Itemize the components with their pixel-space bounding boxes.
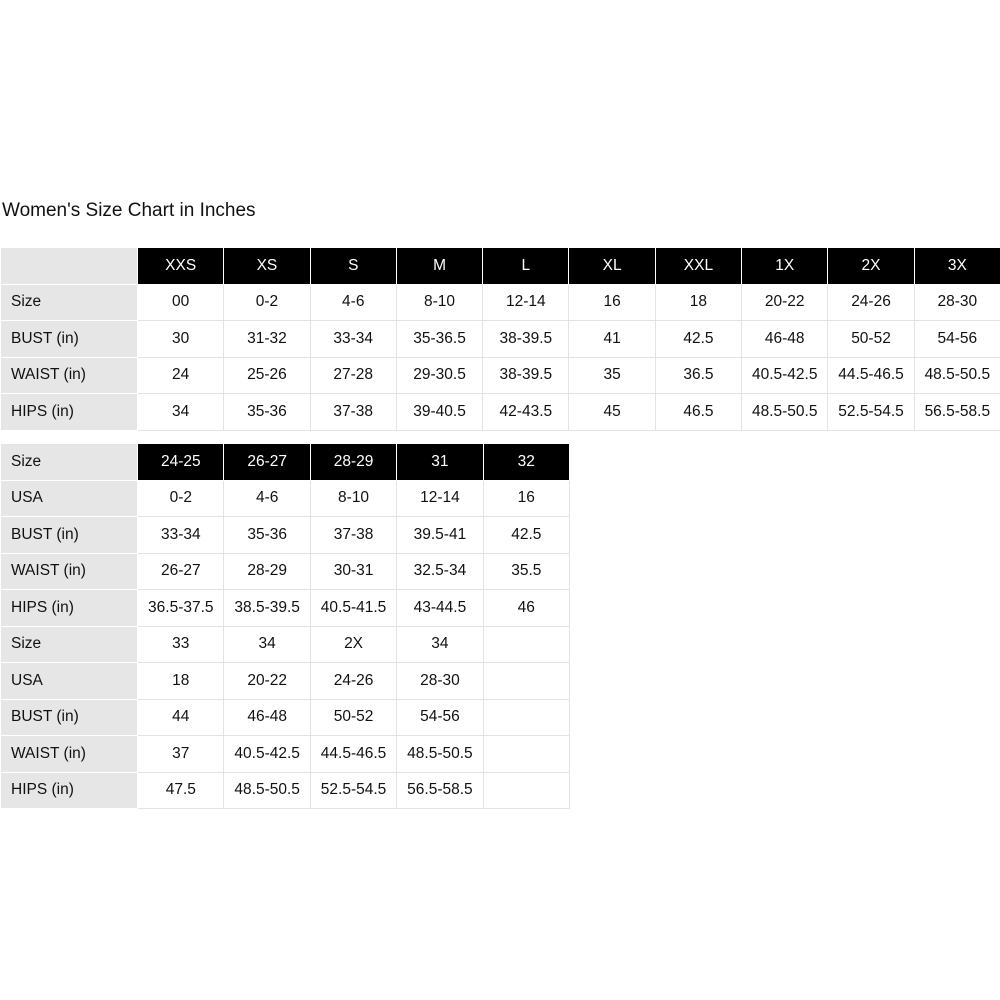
size-header-cell: L — [483, 248, 569, 285]
size-header-cell: 26-27 — [224, 444, 310, 481]
table-cell: 26-27 — [138, 553, 224, 590]
table-cell: 2X — [310, 626, 396, 663]
table-row — [1, 626, 570, 663]
table-cell: 35-36.5 — [396, 321, 482, 358]
table-cell: 38-39.5 — [483, 321, 569, 358]
row-label-cell: BUST (in) — [1, 699, 138, 736]
table-cell — [483, 663, 569, 700]
table-cell: 35-36 — [224, 517, 310, 554]
table-row — [1, 772, 570, 809]
table-row — [1, 590, 570, 627]
size-header-cell: S — [310, 248, 396, 285]
table-row — [1, 394, 1000, 431]
table-cell: 54-56 — [914, 321, 1000, 358]
size-header-cell: 3X — [914, 248, 1000, 285]
row-label-cell: WAIST (in) — [1, 357, 138, 394]
table-cell: 4-6 — [224, 480, 310, 517]
table-cell: 33 — [138, 626, 224, 663]
table-cell: 20-22 — [224, 663, 310, 700]
table-cell: 18 — [655, 284, 741, 321]
table-cell: 42-43.5 — [483, 394, 569, 431]
table-cell: 24-26 — [828, 284, 914, 321]
table-cell: 50-52 — [828, 321, 914, 358]
table-row — [1, 321, 1000, 358]
size-header-cell: XXS — [138, 248, 224, 285]
table-cell: 34 — [224, 626, 310, 663]
table-row — [1, 357, 1000, 394]
table-cell: 39.5-41 — [397, 517, 483, 554]
table-cell — [483, 699, 569, 736]
table-cell: 33-34 — [310, 321, 396, 358]
table-cell: 48.5-50.5 — [224, 772, 310, 809]
row-label-cell: Size — [1, 626, 138, 663]
table-cell: 52.5-54.5 — [310, 772, 396, 809]
table-row — [1, 517, 570, 554]
size-chart-table-numeric-sizes — [0, 443, 570, 809]
table-cell: 38.5-39.5 — [224, 590, 310, 627]
row-label-cell: HIPS (in) — [1, 772, 138, 809]
table-cell: 31-32 — [224, 321, 310, 358]
table-cell: 44.5-46.5 — [828, 357, 914, 394]
table-cell: 50-52 — [310, 699, 396, 736]
table-cell: 46-48 — [224, 699, 310, 736]
table-cell: 0-2 — [138, 480, 224, 517]
table-cell: 45 — [569, 394, 655, 431]
size-header-cell: XL — [569, 248, 655, 285]
table-row — [1, 553, 570, 590]
table-cell: 8-10 — [310, 480, 396, 517]
table-cell: 35.5 — [483, 553, 569, 590]
table-cell: 34 — [397, 626, 483, 663]
row-label-cell: Size — [1, 284, 138, 321]
table-cell: 00 — [138, 284, 224, 321]
table-cell: 40.5-41.5 — [310, 590, 396, 627]
table-cell: 36.5-37.5 — [138, 590, 224, 627]
page-title: Women's Size Chart in Inches — [2, 200, 256, 221]
table-cell: 35-36 — [224, 394, 310, 431]
size-header-cell: XXL — [655, 248, 741, 285]
table-row — [1, 699, 570, 736]
row-label-cell: HIPS (in) — [1, 394, 138, 431]
table-cell: 16 — [483, 480, 569, 517]
table-cell: 39-40.5 — [396, 394, 482, 431]
size-header-cell: 32 — [483, 444, 569, 481]
table-cell: 28-29 — [224, 553, 310, 590]
table-cell: 48.5-50.5 — [742, 394, 828, 431]
table-cell: 8-10 — [396, 284, 482, 321]
table-cell: 28-30 — [397, 663, 483, 700]
table-cell: 54-56 — [397, 699, 483, 736]
table-cell — [483, 626, 569, 663]
table-cell: 37-38 — [310, 517, 396, 554]
size-header-cell: XS — [224, 248, 310, 285]
table-cell: 42.5 — [483, 517, 569, 554]
table-cell: 46-48 — [742, 321, 828, 358]
table-cell: 48.5-50.5 — [914, 357, 1000, 394]
size-header-cell: 31 — [397, 444, 483, 481]
table-cell: 47.5 — [138, 772, 224, 809]
table-cell: 44.5-46.5 — [310, 736, 396, 773]
table-cell: 56.5-58.5 — [914, 394, 1000, 431]
table-row — [1, 480, 570, 517]
table-cell: 36.5 — [655, 357, 741, 394]
table-row — [1, 736, 570, 773]
table-cell: 46.5 — [655, 394, 741, 431]
table-header-row — [1, 248, 1000, 285]
table-cell: 18 — [138, 663, 224, 700]
table-cell: 37-38 — [310, 394, 396, 431]
table-cell: 44 — [138, 699, 224, 736]
table-cell: 27-28 — [310, 357, 396, 394]
table-cell: 40.5-42.5 — [224, 736, 310, 773]
table-cell: 43-44.5 — [397, 590, 483, 627]
table-cell: 52.5-54.5 — [828, 394, 914, 431]
table-cell: 48.5-50.5 — [397, 736, 483, 773]
table-cell: 37 — [138, 736, 224, 773]
row-label-cell: Size — [1, 444, 138, 481]
table-cell: 28-30 — [914, 284, 1000, 321]
table-cell: 35 — [569, 357, 655, 394]
table-cell: 25-26 — [224, 357, 310, 394]
size-header-cell: 28-29 — [310, 444, 396, 481]
table-cell: 56.5-58.5 — [397, 772, 483, 809]
header-corner-cell — [1, 248, 138, 285]
table-cell: 16 — [569, 284, 655, 321]
table-cell: 32.5-34 — [397, 553, 483, 590]
table-cell: 4-6 — [310, 284, 396, 321]
row-label-cell: USA — [1, 663, 138, 700]
table-cell — [483, 736, 569, 773]
table-cell: 0-2 — [224, 284, 310, 321]
table-cell: 38-39.5 — [483, 357, 569, 394]
table-cell: 41 — [569, 321, 655, 358]
size-header-cell: 24-25 — [138, 444, 224, 481]
table-cell: 30-31 — [310, 553, 396, 590]
table-header-row — [1, 444, 570, 481]
table-row — [1, 663, 570, 700]
table-cell: 12-14 — [483, 284, 569, 321]
size-chart-table-letter-sizes — [0, 247, 1000, 431]
row-label-cell: WAIST (in) — [1, 736, 138, 773]
row-label-cell: BUST (in) — [1, 321, 138, 358]
table-cell: 40.5-42.5 — [742, 357, 828, 394]
row-label-cell: HIPS (in) — [1, 590, 138, 627]
table-cell: 29-30.5 — [396, 357, 482, 394]
table-cell — [483, 772, 569, 809]
table-cell: 33-34 — [138, 517, 224, 554]
table-cell: 34 — [138, 394, 224, 431]
table-row — [1, 284, 1000, 321]
row-label-cell: BUST (in) — [1, 517, 138, 554]
row-label-cell: USA — [1, 480, 138, 517]
table-cell: 20-22 — [742, 284, 828, 321]
table-cell: 24 — [138, 357, 224, 394]
table-cell: 30 — [138, 321, 224, 358]
table-cell: 42.5 — [655, 321, 741, 358]
table-cell: 46 — [483, 590, 569, 627]
row-label-cell: WAIST (in) — [1, 553, 138, 590]
size-header-cell: 2X — [828, 248, 914, 285]
size-header-cell: 1X — [742, 248, 828, 285]
size-header-cell: M — [396, 248, 482, 285]
table-cell: 24-26 — [310, 663, 396, 700]
table-cell: 12-14 — [397, 480, 483, 517]
